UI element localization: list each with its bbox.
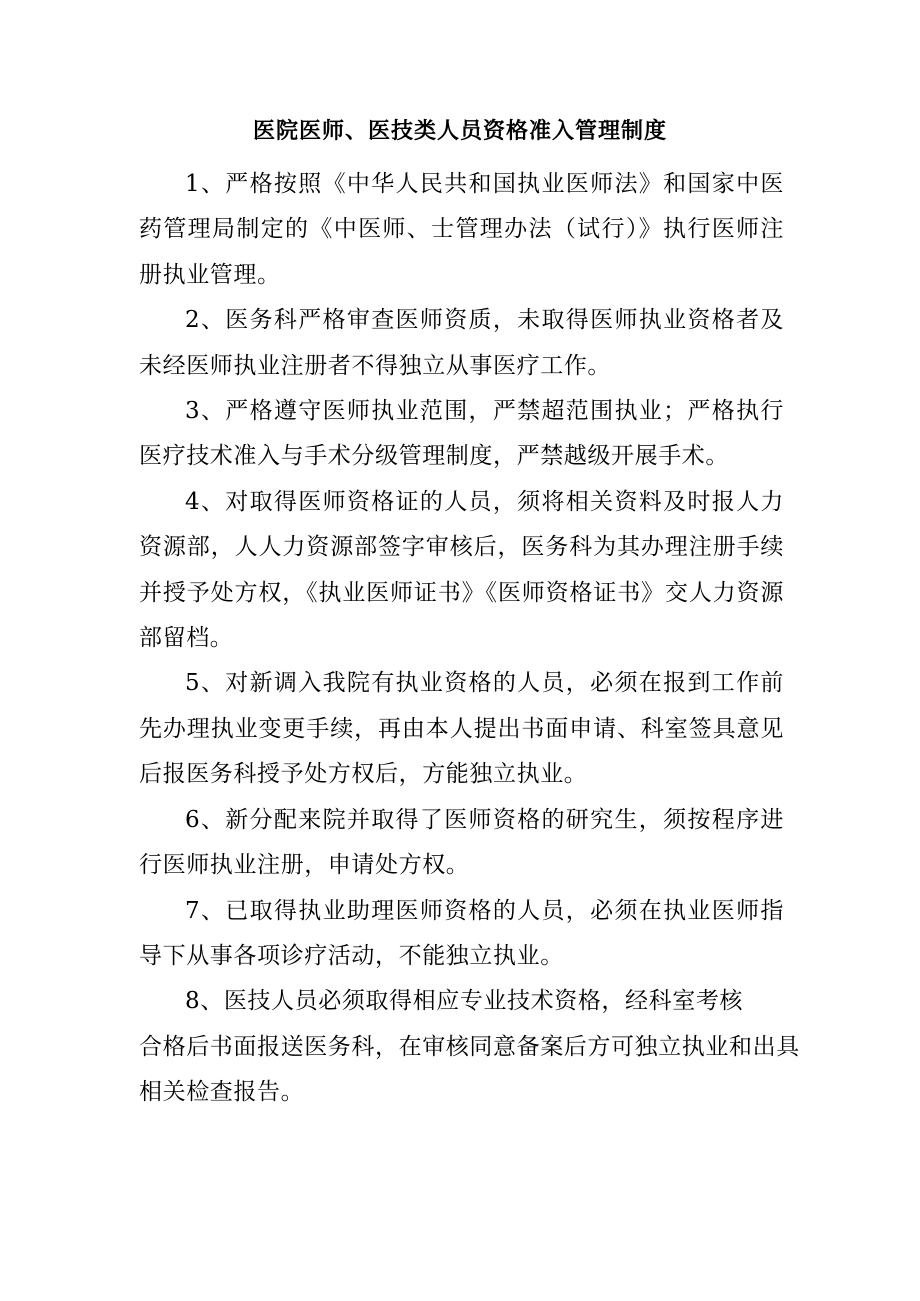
paragraph-2: 2、医务科严格审查医师资质，未取得医师执业资格者及未经医师执业注册者不得独立从事医疗工作。 xyxy=(139,307,784,379)
paragraph-8-line-2: 合格后书面报送医务科，在审核同意备案后方可独立执业和出具 xyxy=(139,1033,800,1060)
document-body xyxy=(139,162,800,1116)
document-title: 医院医师、医技类人员资格准入管理制度 xyxy=(252,119,667,144)
paragraph-4: 4、对取得医师资格证的人员，须将相关资料及时报人力资源部，人人力资源部签字审核后，医务科为其办理注册手续并授予处方权，《执业医师证书》《医师资格证书》交人力资源部留档。 xyxy=(139,488,784,652)
paragraph-7: 7、已取得执业助理医师资格的人员，必须在执业医师指导下从事各项诊疗活动，不能独立执业。 xyxy=(139,897,784,969)
paragraph-8 xyxy=(139,979,800,1115)
paragraph-8-line-3: 相关检查报告。 xyxy=(139,1079,305,1106)
paragraph-8-line-1: 8、医技人员必须取得相应专业技术资格，经科室考核 xyxy=(185,988,744,1015)
paragraph-5: 5、对新调入我院有执业资格的人员，必须在报到工作前先办理执业变更手续，再由本人提出书面申请、科室签具意见后报医务科授予处方权后，方能独立执业。 xyxy=(139,670,784,788)
paragraph-6: 6、新分配来院并取得了医师资格的研究生，须按程序进行医师执业注册，申请处方权。 xyxy=(139,806,784,879)
paragraph-1: 1、严格按照《中华人民共和国执业医师法》和国家中医药管理局制定的《中医师、士管理办法（试行）》执行医师注册执业管理。 xyxy=(139,171,784,288)
paragraph-3: 3、严格遵守医师执业范围，严禁超范围执业；严格执行医疗技术准入与手术分级管理制度，严禁越级开展手术。 xyxy=(139,398,784,470)
